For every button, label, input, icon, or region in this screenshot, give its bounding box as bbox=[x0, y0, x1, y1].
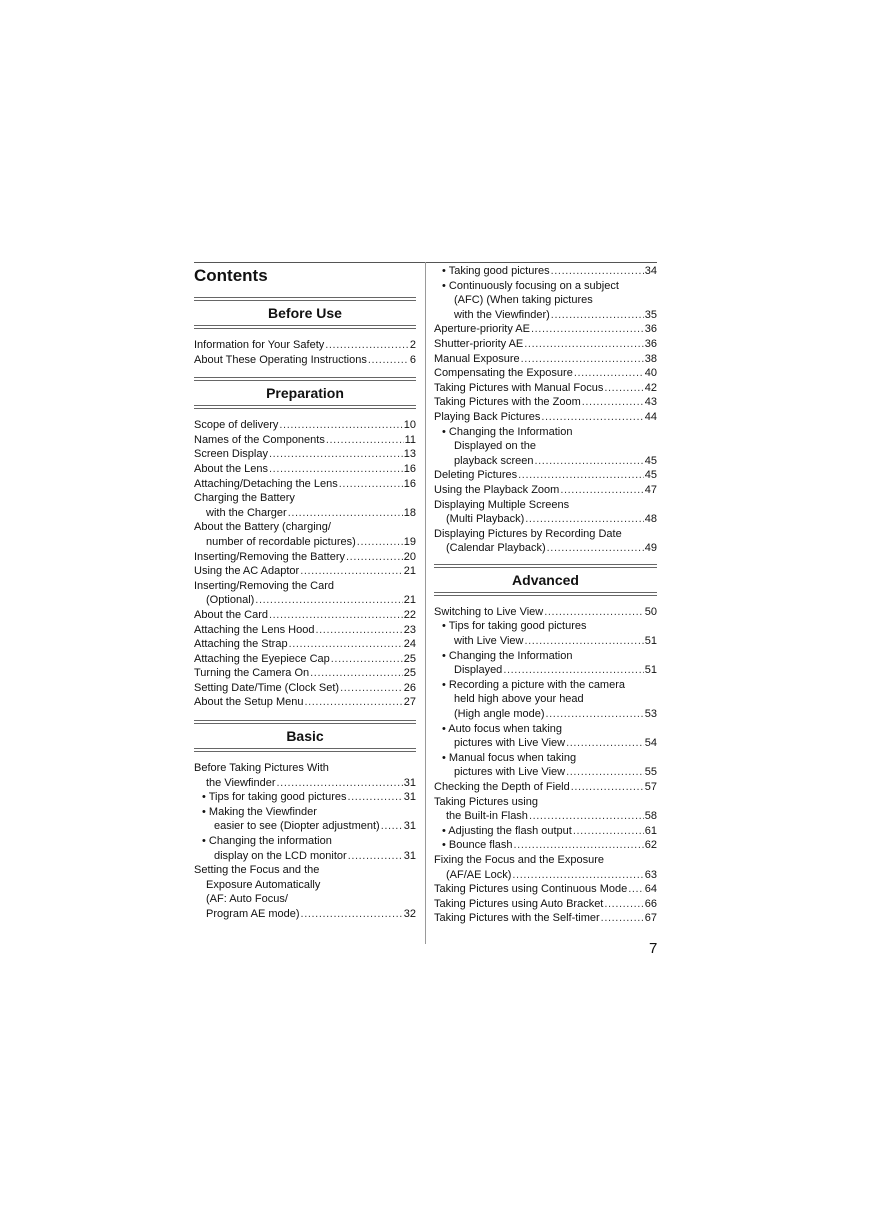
section-title: Before Use bbox=[268, 305, 342, 321]
toc-entry[interactable]: Information for Your Safety ..... 2 bbox=[194, 338, 416, 353]
toc-entry-line[interactable]: Displaying Multiple Screens bbox=[434, 498, 570, 511]
toc-entry[interactable]: Shutter-priority AE ..... 36 bbox=[434, 337, 657, 352]
toc-entry-line[interactable]: • Tips for taking good pictures bbox=[442, 620, 587, 633]
page-title: Contents bbox=[194, 266, 268, 285]
toc-entry[interactable]: About the Card ..... 22 bbox=[194, 608, 416, 623]
toc-entry[interactable]: • Adjusting the flash output ..... 61 bbox=[434, 824, 657, 839]
toc-entry-line[interactable]: Exposure Automatically bbox=[206, 878, 321, 891]
toc-entry[interactable]: About the Lens ..... 16 bbox=[194, 462, 416, 477]
toc-entry[interactable]: with the Viewfinder) ..... 35 bbox=[434, 308, 657, 323]
toc-entry-line[interactable]: • Recording a picture with the camera bbox=[442, 678, 625, 691]
section-header-preparation bbox=[194, 377, 416, 409]
toc-entry[interactable]: Attaching the Lens Hood ..... 23 bbox=[194, 623, 416, 638]
toc-entry[interactable]: Checking the Depth of Field ..... 57 bbox=[434, 780, 657, 795]
toc-entry[interactable]: Attaching the Eyepiece Cap ..... 25 bbox=[194, 652, 416, 667]
toc-entry[interactable]: playback screen ..... 45 bbox=[434, 454, 657, 469]
left-column bbox=[194, 262, 416, 930]
toc-entry[interactable]: easier to see (Diopter adjustment) ..... 31 bbox=[194, 819, 416, 834]
contents-page bbox=[194, 262, 657, 962]
section-header-before-use bbox=[194, 297, 416, 329]
section-header-advanced bbox=[434, 564, 657, 596]
toc-entry-line[interactable]: Inserting/Removing the Card bbox=[194, 579, 335, 592]
toc-preparation bbox=[194, 418, 416, 710]
toc-entry[interactable]: number of recordable pictures) ..... 19 bbox=[194, 535, 416, 550]
toc-entry[interactable]: (Calendar Playback) ..... 49 bbox=[434, 541, 657, 556]
toc-entry[interactable]: Deleting Pictures ..... 45 bbox=[434, 468, 657, 483]
toc-entry[interactable]: Switching to Live View ..... 50 bbox=[434, 605, 657, 620]
toc-entry-line[interactable]: Fixing the Focus and the Exposure bbox=[434, 853, 604, 866]
toc-entry-line[interactable]: Charging the Battery bbox=[194, 492, 295, 505]
toc-entry[interactable]: Scope of delivery ..... 10 bbox=[194, 418, 416, 433]
toc-entry-line[interactable]: held high above your head bbox=[454, 693, 584, 706]
toc-entry[interactable]: Taking Pictures with Manual Focus ..... 42 bbox=[434, 381, 657, 396]
toc-entry[interactable]: with the Charger ..... 18 bbox=[194, 506, 416, 521]
toc-advanced bbox=[434, 605, 657, 926]
toc-entry[interactable]: Attaching the Strap ..... 24 bbox=[194, 637, 416, 652]
toc-entry-line[interactable]: (AF: Auto Focus/ bbox=[206, 893, 288, 906]
toc-entry[interactable]: with Live View ..... 51 bbox=[434, 634, 657, 649]
toc-entry[interactable]: (Multi Playback) ..... 48 bbox=[434, 512, 657, 527]
toc-entry[interactable]: About These Operating Instructions ..... 6 bbox=[194, 353, 416, 368]
toc-entry-line[interactable]: • Auto focus when taking bbox=[442, 722, 563, 735]
toc-entry-line[interactable]: Before Taking Pictures With bbox=[194, 762, 329, 775]
toc-entry-line[interactable]: Taking Pictures using bbox=[434, 795, 538, 808]
toc-entry-line[interactable]: (AFC) (When taking pictures bbox=[454, 294, 593, 307]
page-number: 7 bbox=[649, 940, 658, 957]
toc-entry[interactable]: (Optional) ..... 21 bbox=[194, 593, 416, 608]
toc-entry-line[interactable]: About the Battery (charging/ bbox=[194, 521, 331, 534]
toc-entry[interactable]: Program AE mode) ..... 32 bbox=[194, 907, 416, 922]
toc-before-use bbox=[194, 338, 416, 367]
toc-entry[interactable]: Names of the Components ..... 11 bbox=[194, 433, 416, 448]
toc-entry[interactable]: Displayed ..... 51 bbox=[434, 663, 657, 678]
column-divider bbox=[425, 262, 426, 944]
toc-entry[interactable]: Playing Back Pictures ..... 44 bbox=[434, 410, 657, 425]
toc-entry[interactable]: Attaching/Detaching the Lens ..... 16 bbox=[194, 477, 416, 492]
toc-entry[interactable]: • Bounce flash ..... 62 bbox=[434, 838, 657, 853]
toc-entry[interactable]: Taking Pictures with the Self-timer ..... 67 bbox=[434, 911, 657, 926]
toc-entry[interactable]: (High angle mode) ..... 53 bbox=[434, 707, 657, 722]
toc-entry[interactable]: Taking Pictures with the Zoom ..... 43 bbox=[434, 395, 657, 410]
toc-entry[interactable]: the Viewfinder ..... 31 bbox=[194, 776, 416, 791]
toc-entry[interactable]: Using the AC Adaptor ..... 21 bbox=[194, 564, 416, 579]
right-column bbox=[434, 262, 657, 934]
toc-entry[interactable]: Manual Exposure ..... 38 bbox=[434, 352, 657, 367]
section-title: Basic bbox=[286, 728, 324, 745]
toc-entry[interactable]: Taking Pictures using Continuous Mode ..... 64 bbox=[434, 882, 657, 897]
toc-entry[interactable]: Using the Playback Zoom ..... 47 bbox=[434, 483, 657, 498]
toc-entry-line[interactable]: • Changing the information bbox=[202, 835, 332, 848]
toc-entry[interactable]: display on the LCD monitor ..... 31 bbox=[194, 849, 416, 864]
toc-entry-line[interactable]: Setting the Focus and the bbox=[194, 864, 320, 877]
toc-entry[interactable]: Aperture-priority AE ..... 36 bbox=[434, 322, 657, 337]
toc-entry[interactable]: Inserting/Removing the Battery ..... 20 bbox=[194, 550, 416, 565]
toc-entry[interactable]: • Tips for taking good pictures ..... 31 bbox=[194, 790, 416, 805]
toc-entry-line[interactable]: • Changing the Information bbox=[442, 649, 573, 662]
toc-entry[interactable]: the Built-in Flash ..... 58 bbox=[434, 809, 657, 824]
toc-basic bbox=[194, 761, 416, 922]
toc-entry-line[interactable]: Displaying Pictures by Recording Date bbox=[434, 527, 622, 540]
toc-entry[interactable]: pictures with Live View ..... 54 bbox=[434, 736, 657, 751]
toc-entry-line[interactable]: • Continuously focusing on a subject bbox=[442, 279, 619, 292]
toc-entry[interactable]: Turning the Camera On ..... 25 bbox=[194, 666, 416, 681]
toc-entry[interactable]: Screen Display ..... 13 bbox=[194, 447, 416, 462]
toc-entry[interactable]: pictures with Live View ..... 55 bbox=[434, 765, 657, 780]
toc-entry-line[interactable]: • Manual focus when taking bbox=[442, 751, 577, 764]
section-title: Advanced bbox=[512, 571, 579, 588]
toc-entry-line[interactable]: • Changing the Information bbox=[442, 425, 573, 438]
toc-entry[interactable]: • Taking good pictures ..... 34 bbox=[434, 264, 657, 279]
toc-entry[interactable]: Setting Date/Time (Clock Set) ..... 26 bbox=[194, 681, 416, 696]
toc-basic-continued bbox=[434, 264, 657, 556]
toc-entry[interactable]: Compensating the Exposure ..... 40 bbox=[434, 366, 657, 381]
toc-entry-line[interactable]: • Making the Viewfinder bbox=[202, 805, 317, 818]
section-title: Preparation bbox=[266, 385, 344, 402]
toc-entry[interactable]: Taking Pictures using Auto Bracket ..... 66 bbox=[434, 897, 657, 912]
toc-entry[interactable]: (AF/AE Lock) ..... 63 bbox=[434, 868, 657, 883]
toc-entry-line[interactable]: Displayed on the bbox=[454, 440, 536, 453]
toc-entry[interactable]: About the Setup Menu ..... 27 bbox=[194, 695, 416, 710]
section-header-basic bbox=[194, 720, 416, 752]
